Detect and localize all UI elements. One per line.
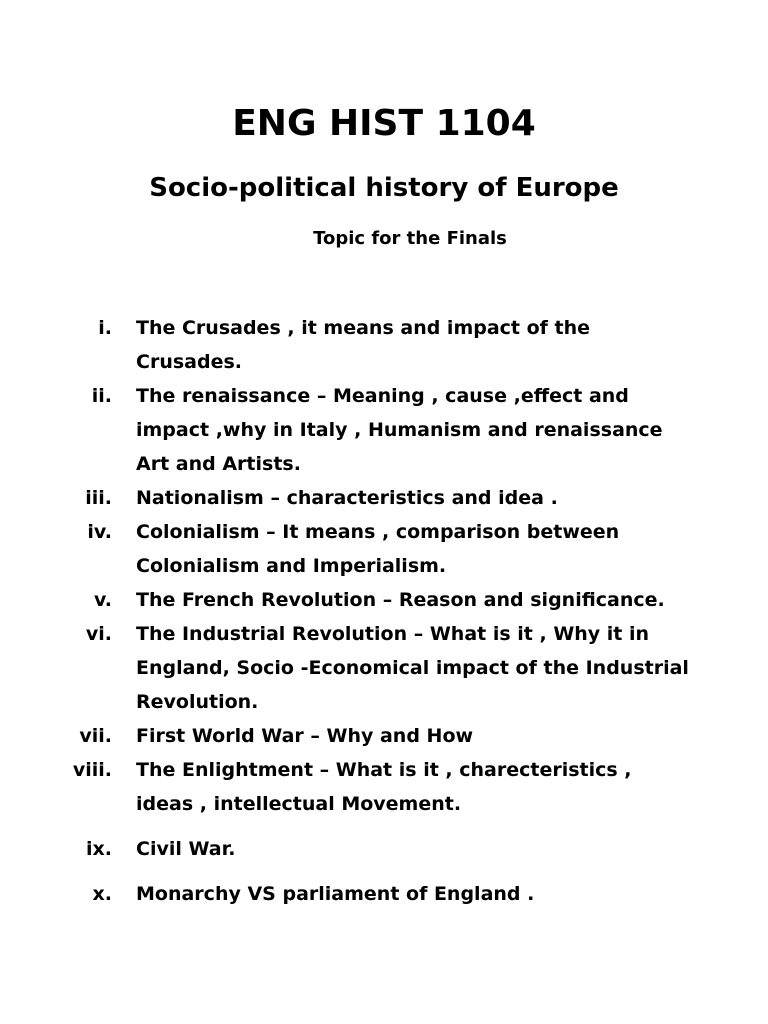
list-item-line: The Crusades , it means and impact of the: [136, 317, 591, 339]
list-numeral: iv.: [87, 521, 112, 543]
list-item: [0, 481, 768, 515]
list-item-line: impact ,why in Italy , Humanism and renaissance: [136, 419, 663, 441]
list-numeral: iii.: [85, 487, 112, 509]
list-numeral: vi.: [85, 623, 112, 645]
list-numeral: ix.: [86, 838, 112, 860]
list-item-line: The French Revolution – Reason and significance.: [136, 589, 665, 611]
list-numeral: viii.: [72, 759, 112, 781]
topics-list: [0, 311, 768, 911]
list-item-line: Civil War.: [136, 838, 236, 860]
topic-heading: Topic for the Finals: [313, 228, 507, 249]
list-item-line: Crusades.: [136, 351, 242, 373]
list-numeral: i.: [98, 317, 112, 339]
list-item-line: The renaissance – Meaning , cause ,effect and: [136, 385, 629, 407]
list-item-line: The Industrial Revolution – What is it , Why it in: [136, 623, 650, 645]
document-subtitle: Socio-political history of Europe: [149, 173, 619, 203]
list-item: [0, 583, 768, 617]
list-item-line: Nationalism – characteristics and idea .: [136, 487, 558, 509]
list-numeral: x.: [92, 883, 112, 905]
list-item: [0, 832, 768, 866]
list-item: [0, 877, 768, 911]
list-item-line: Art and Artists.: [136, 453, 301, 475]
list-item: [0, 379, 768, 481]
list-item: [0, 311, 768, 379]
list-item: [0, 515, 768, 583]
list-item-line: ideas , intellectual Movement.: [136, 793, 462, 815]
document-title: ENG HIST 1104: [232, 103, 536, 144]
list-item-line: England, Socio -Economical impact of the Industrial: [136, 657, 689, 679]
list-item-line: The Enlightment – What is it , charecteristics ,: [136, 759, 632, 781]
list-numeral: vii.: [79, 725, 112, 747]
list-item: [0, 617, 768, 719]
list-item: [0, 719, 768, 753]
list-item-line: Monarchy VS parliament of England .: [136, 883, 535, 905]
list-item-line: Colonialism – It means , comparison between: [136, 521, 620, 543]
list-item: [0, 753, 768, 821]
list-item-line: Revolution.: [136, 691, 259, 713]
list-item-line: Colonialism and Imperialism.: [136, 555, 447, 577]
list-item-line: First World War – Why and How: [136, 725, 474, 747]
list-numeral: v.: [93, 589, 112, 611]
list-numeral: ii.: [91, 385, 112, 407]
